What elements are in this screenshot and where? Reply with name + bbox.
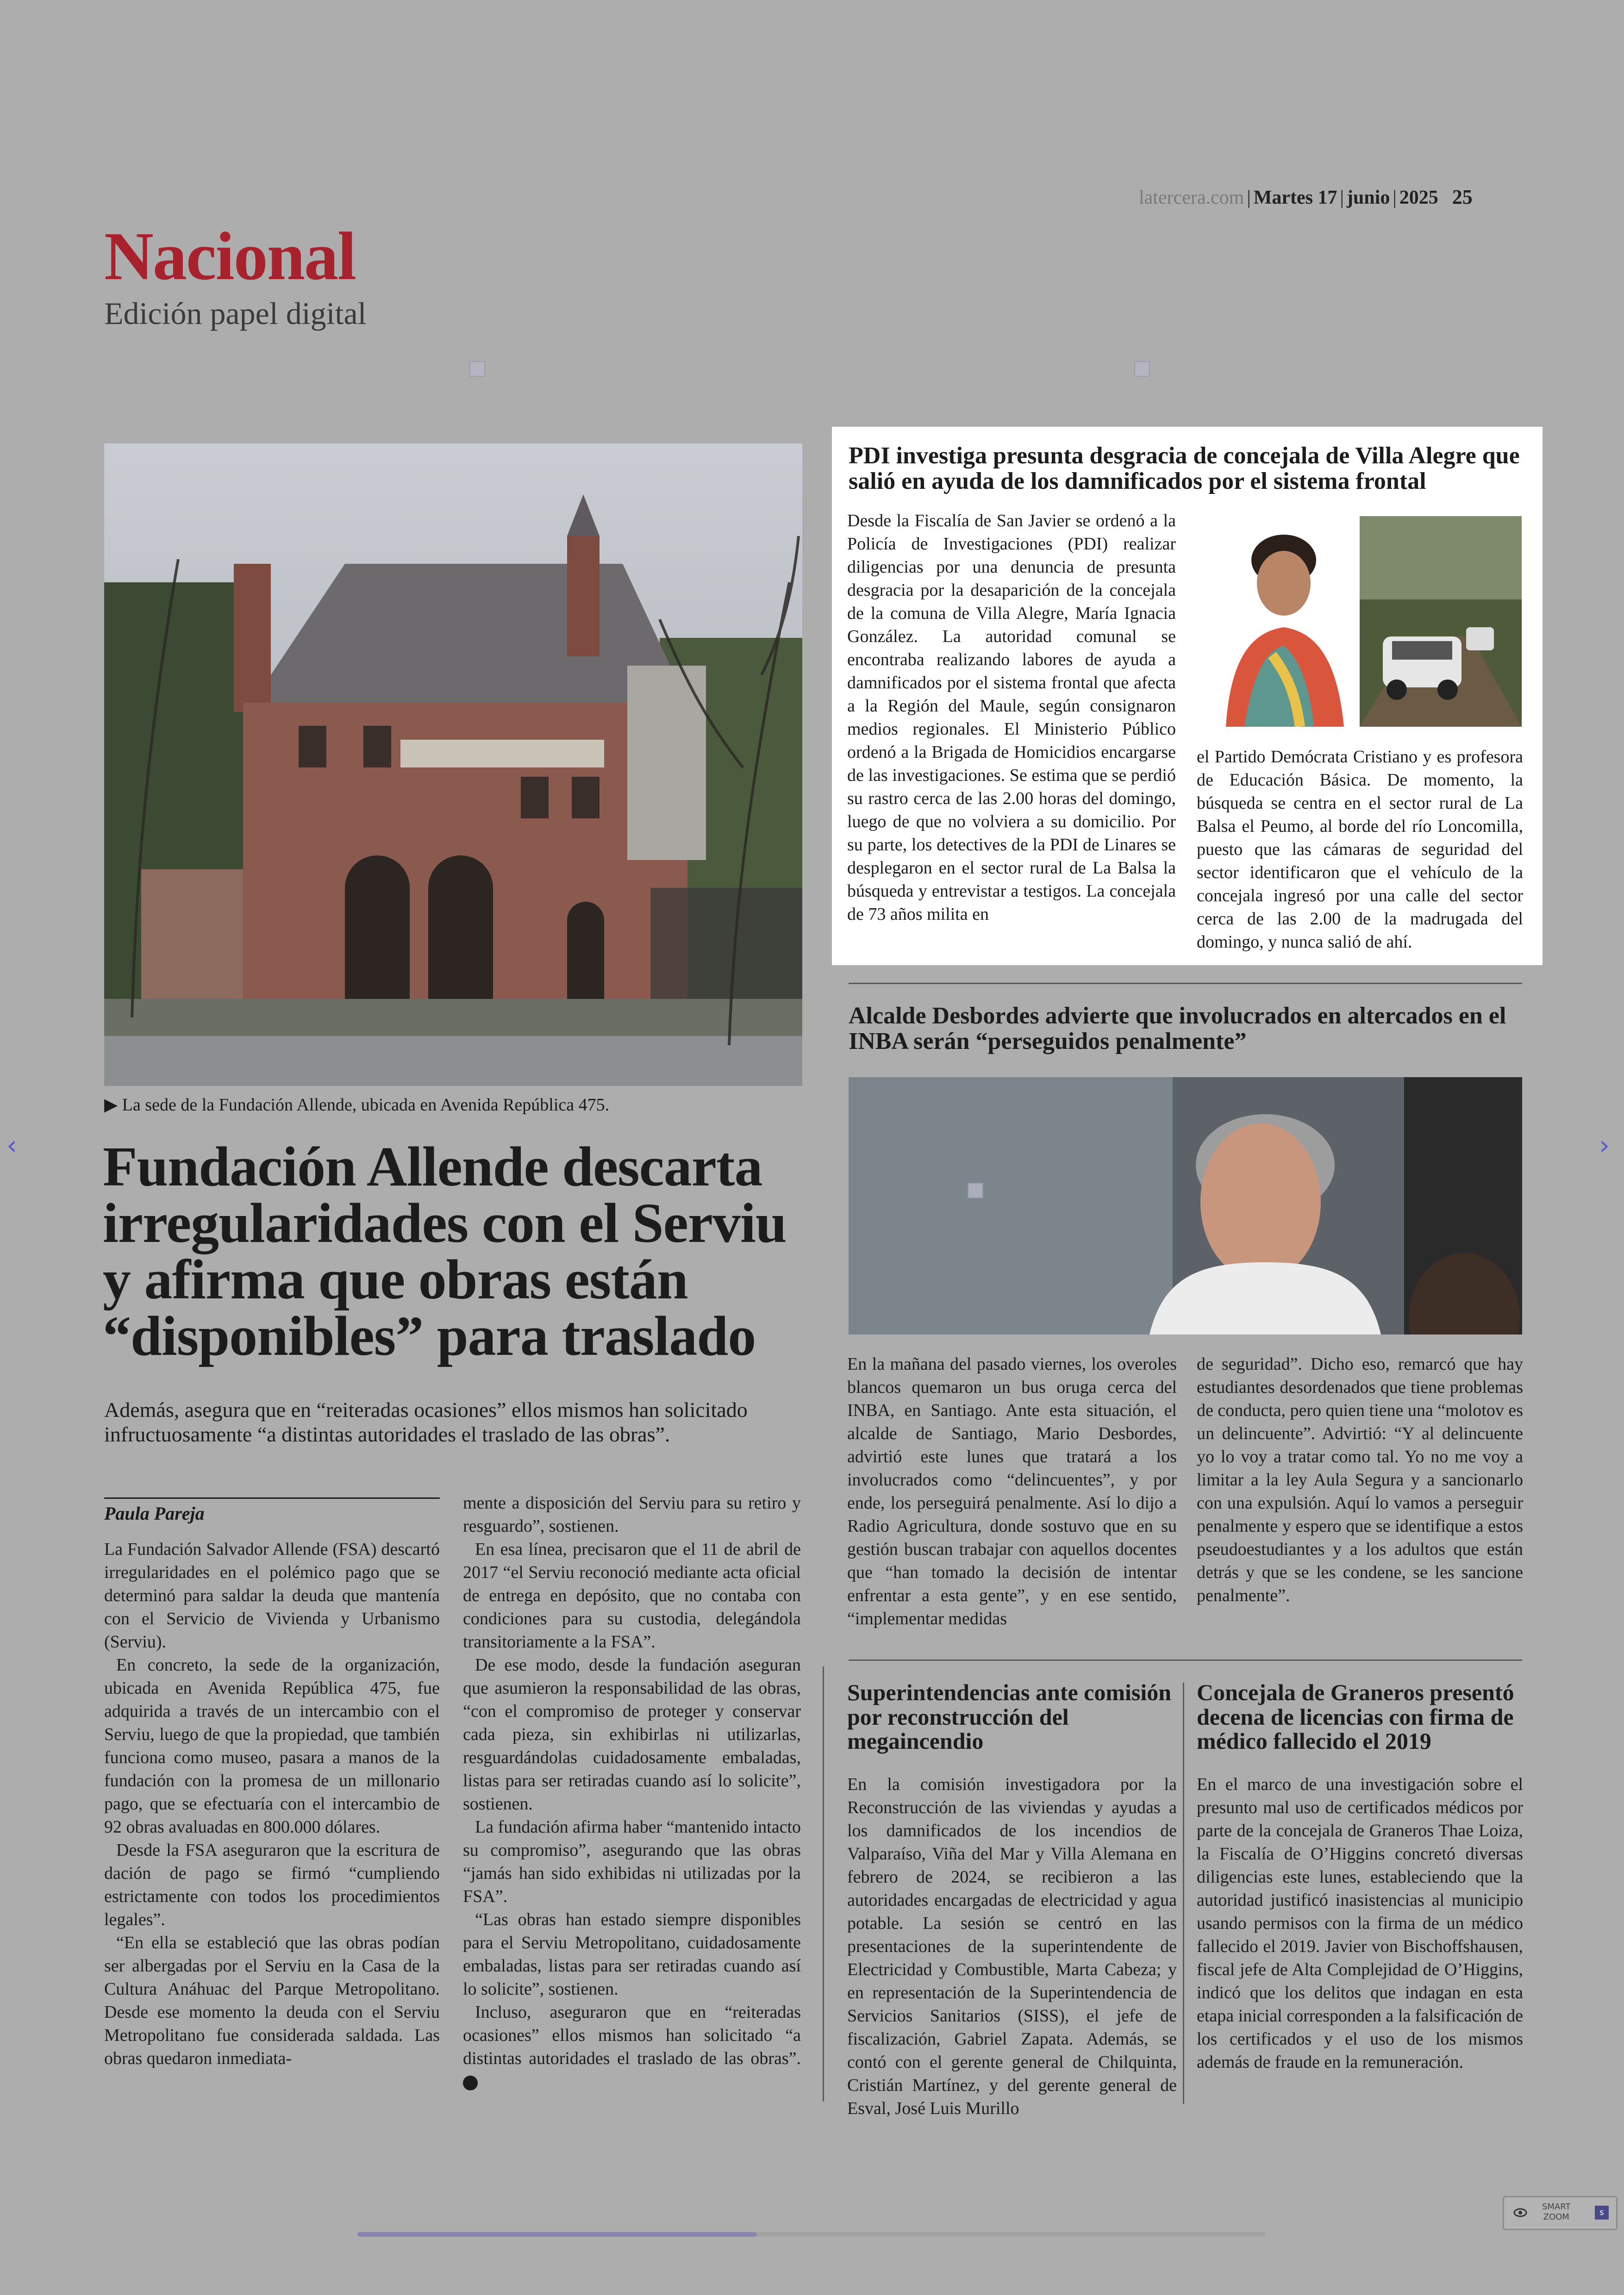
- paragraph: Desde la Fiscalía de San Javier se ordenó a la Policía de Investigaciones (PDI) realizar diligencias por una denuncia de presunta desgracia por la desaparición de la concejala de la comuna de Villa Alegre, María Ignacia González. La autoridad comunal se encontraba realizando labores de ayuda a damnificados por el sistema frontal que afecta a la Región del Maule, según consignaron medios regionales. El Ministerio Público ordenó a la Brigada de Homicidios encargarse de las investigaciones. Se estima que se perdió su rastro cerca de las 2.00 horas del domingo, luego de que no volviera a su domicilio. Por su parte, los detectives de la PDI de Linares se desplegaron en el sector rural de La Balsa la búsqueda y entrevistar a testigos. La concejala de 73 años milita en: [847, 511, 1176, 924]
- section-rule: [849, 1659, 1522, 1661]
- graneros-headline: Concejala de Graneros presentó decena de licencias con firma de médico fallecido el 2019: [1197, 1679, 1514, 1754]
- hotspot-marker[interactable]: [968, 1183, 983, 1198]
- smart-zoom-label-2: ZOOM: [1543, 2212, 1569, 2222]
- hotspot-marker[interactable]: [469, 361, 485, 377]
- masthead: latercera.com | Martes 17 | junio | 2025 25: [1139, 186, 1473, 208]
- paragraph: En la mañana del pasado viernes, los overoles blancos quemaron un bus oruga cerca del INBA, en Santiago. Ante esta situación, el alcalde de Santiago, Mario Desbordes, advirtió este lunes que tratará a los involucrados como “delincuentes”, y por ende, los perseguirá penalmente. Así lo dijo a Radio Agricultura, donde sostuvo que en su gestión buscan trabajar con aquellos docentes que “han tomado la decisión de intentar enfrentar a esta gente”, y en ese sentido, “implementar medidas: [847, 1354, 1177, 1628]
- main-headline: Fundación Allende descarta irregularidades con el Serviu y afirma que obras están “disponibles” para traslado: [103, 1135, 787, 1367]
- paragraph: En concreto, la sede de la organización, ubicada en Avenida República 475, fue adquirida a través de un intercambio con el Serviu, luego de que la propiedad, que también funciona como museo, pasara a manos de la fundación con la promesa de un millonario pago, que se efectuaría con el intercambio de 92 obras avaluadas en 800.000 dólares.: [104, 1655, 440, 1837]
- paragraph: “Las obras han estado siempre disponibles para el Serviu Metropolitano, cuidadosamente embaladas, listas para ser retiradas cuando así lo solicite”, sostienen.: [463, 1910, 801, 1999]
- paragraph: mente a disposición del Serviu para su retiro y resguardo”, sostienen.: [463, 1493, 801, 1536]
- super-headline: Superintendencias ante comisión por reconstrucción del megaincendio: [847, 1679, 1172, 1754]
- pdi-column-2: [1197, 745, 1523, 954]
- pdi-headline: PDI investiga presunta desgracia de concejala de Villa Alegre que salió en ayuda de los damnificados por el sistema frontal: [849, 443, 1520, 494]
- paragraph: De ese modo, desde la fundación aseguran que asumieron la responsabilidad de las obras, “con el compromiso de proteger y conservar cada pieza, sin exhibirlas ni utilizarlas, resguardándolas cuidadosamente embaladas, listas para ser retiradas cuando así lo solicite”, sostienen.: [463, 1655, 801, 1814]
- inba-column-2: [1197, 1353, 1523, 1607]
- inba-column-1: [847, 1353, 1177, 1630]
- paragraph: de seguridad”. Dicho eso, remarcó que hay estudiantes desordenados que tiene problemas de conducta, pero quien tiene una “molotov es un delincuente”. Advirtió: “Y al delincuente yo lo voy a tratar como tal. Yo no me voy a limitar a la ley Aula Segura y a sancionarlo con una expulsión. Aquí lo vamos a perseguir penalmente y espero que se identifique a estos pseudoestudiantes y a los adultos que están detrás y que se les condene, se les sancione penalmente”.: [1197, 1354, 1523, 1605]
- paragraph: En esa línea, precisaron que el 11 de abril de 2017 “el Serviu reconoció mediante acta oficial de entrega en depósito, que no contaba con condiciones para su custodia, delegándola transitoriamente a la FSA”.: [463, 1540, 801, 1652]
- paragraph: Desde la FSA aseguraron que la escritura de dación de pago se firmó “cumpliendo estrictamente con todos los procedimientos legales”.: [104, 1840, 440, 1929]
- paragraph-text: Incluso, aseguraron que en “reiteradas ocasiones” ellos mismos han solicitado “a distintas autoridades el traslado de las obras”.: [463, 2002, 801, 2068]
- paragraph: el Partido Demócrata Cristiano y es profesora de Educación Básica. De momento, la búsqueda se centra en el sector rural de La Balsa el Peumo, al borde del río Loncomilla, puesto que las cámaras de seguridad del sector identificaron que el vehículo de la concejala ingresó por una calle del sector cerca de las 2.00 de la madrugada del domingo, y nunca salió de ahí.: [1197, 747, 1523, 952]
- byline: Paula Pareja: [104, 1497, 440, 1524]
- paragraph: La Fundación Salvador Allende (FSA) descartó irregularidades en el polémico pago que se determinó para saldar la deuda que mantenía con el Servicio de Vivienda y Urbanismo (Serviu).: [104, 1540, 440, 1652]
- end-of-story-icon: [463, 2076, 478, 2090]
- edition-subtitle: Edición papel digital: [104, 296, 367, 331]
- inba-headline: Alcalde Desbordes advierte que involucrados en altercados en el INBA serán “perseguidos penalmente”: [849, 1003, 1506, 1054]
- column-divider: [823, 1666, 824, 2102]
- paragraph: La fundación afirma haber “mantenido intacto su compromiso”, asegurando que las obras “jamás han sido exhibidas ni utilizadas por la FSA”.: [463, 1817, 801, 1906]
- page-progress-fill: [357, 2232, 757, 2237]
- eye-icon: [1513, 2207, 1527, 2219]
- super-body: [847, 1773, 1177, 2120]
- paragraph: En la comisión investigadora por la Reconstrucción de las viviendas y ayudas a los damnificados de los incendios de Valparaíso, Viña del Mar y Villa Alemana en febrero de 2024, se recibieron a las autoridades encargadas de electricidad y agua potable. La sesión se centró en las presentaciones de la superintendente de Electricidad y Combustible, Marta Cabeza; y en representación de la Superintendencia de Servicios Sanitarios (SISS), el jefe de fiscalización, Gabriel Zapata. Además, se contó con el gerente general de Chilquinta, Cristián Martínez, y del gerente general de Esval, José Luis Murillo: [847, 1775, 1177, 2118]
- section-rule: [849, 983, 1522, 984]
- paragraph: En el marco de una investigación sobre el presunto mal uso de certificados médicos por parte de la concejala de Graneros Thae Loiza, la Fiscalía de O’Higgins concretó diversas diligencias este lunes, estableciendo que la autoridad justificó inasistencias al municipio usando permisos con la firma de un médico fallecido el 2019. Javier von Bischoffshausen, fiscal jefe de Alta Complejidad de O’Higgins, indicó que los delitos que indagan en esta etapa inicial corresponden a la falsificación de los certificados y el uso de los mismos además de fraude en la remuneración.: [1197, 1775, 1523, 2072]
- fundacion-allende-photo: [104, 443, 802, 1086]
- zoom-badge: s: [1595, 2206, 1609, 2220]
- hotspot-marker[interactable]: [1134, 361, 1150, 377]
- main-deck: Además, asegura que en “reiteradas ocasiones” ellos mismos han solicitado infructuosamente “a distintas autoridades el traslado de las obras”.: [104, 1398, 748, 1446]
- caption-marker: ▶: [104, 1095, 118, 1115]
- paragraph: [463, 2001, 801, 2093]
- prev-page-icon[interactable]: ‹: [6, 1129, 18, 1161]
- paragraph: “En ella se estableció que las obras podían ser albergadas por el Serviu en la Casa de la Cultura Anáhuac del Parque Metropolitano. Desde ese momento la deuda con el Serviu Metropolitano fue considerada saldada. Las obras quedaron inmediata-: [104, 1933, 440, 2068]
- masthead-month: junio: [1346, 187, 1390, 208]
- search-vehicle-photo: [1360, 516, 1522, 727]
- photo-caption: [104, 1094, 803, 1115]
- section-title: Nacional: [104, 218, 356, 294]
- main-column-2: [463, 1491, 801, 2093]
- masthead-year: 2025: [1399, 187, 1438, 208]
- desbordes-photo: [849, 1077, 1522, 1335]
- smart-zoom-label-1: SMART: [1542, 2202, 1571, 2212]
- column-divider: [1183, 1683, 1184, 2104]
- caption-text: La sede de la Fundación Allende, ubicada en Avenida República 475.: [122, 1095, 610, 1115]
- graneros-body: [1197, 1773, 1523, 2074]
- masthead-weekday: Martes 17: [1253, 187, 1337, 208]
- smart-zoom-button[interactable]: [1503, 2196, 1618, 2230]
- page-number: 25: [1452, 186, 1473, 208]
- main-column-1: [104, 1538, 440, 2070]
- pdi-column-1: [847, 509, 1176, 926]
- concejala-portrait: [1217, 516, 1351, 727]
- next-page-icon[interactable]: ›: [1599, 1129, 1610, 1161]
- masthead-site: latercera.com: [1139, 187, 1244, 208]
